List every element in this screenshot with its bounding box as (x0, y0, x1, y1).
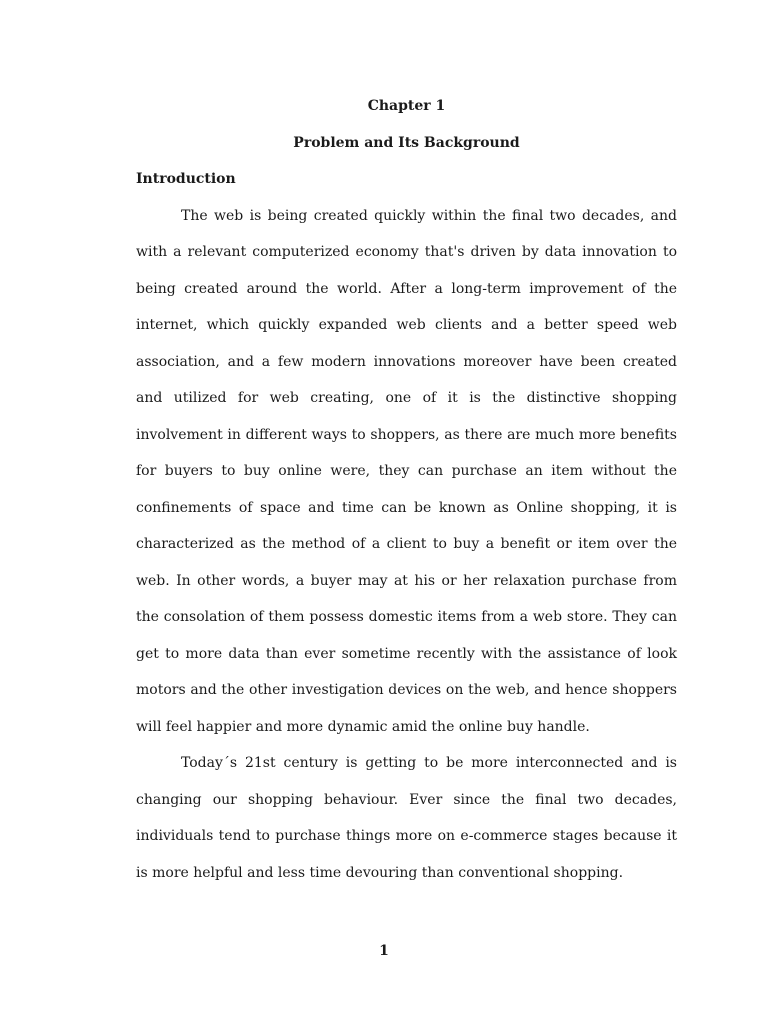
paragraph-1: The web is being created quickly within the final two decades, and with a relevant computerized economy that's driven by data innovation to being created around the world. After a long-term improvement of the internet, which quickly expanded web clients and a better speed web association, and a few modern innovations moreover have been created and utilized for web creating, one of it is the distinctive shopping involvement in different ways to shoppers, as there are much more benefits for buyers to buy online were, they can purchase an item without the confinements of space and time can be known as Online shopping, it is characterized as the method of a client to buy a benefit or item over the web. In other words, a buyer may at his or her relaxation purchase from the consolation of them possess domestic items from a web store. They can get to more data than ever sometime recently with the assistance of look motors and the other investigation devices on the web, and hence shoppers will feel happier and more dynamic amid the online buy handle. (136, 207, 677, 735)
page-number: 1 (379, 943, 389, 959)
introduction-heading: Introduction (136, 171, 236, 187)
page-body (136, 88, 677, 891)
section-title: Problem and Its Background (293, 134, 520, 151)
chapter-title: Chapter 1 (367, 98, 446, 114)
paragraph-2: Today´s 21st century is getting to be more interconnected and is changing our shopping behaviour. Ever since the final two decades, individuals tend to purchase things more on e-commerce stages because it is more helpful and less time devouring than conventional shopping. (136, 755, 677, 881)
